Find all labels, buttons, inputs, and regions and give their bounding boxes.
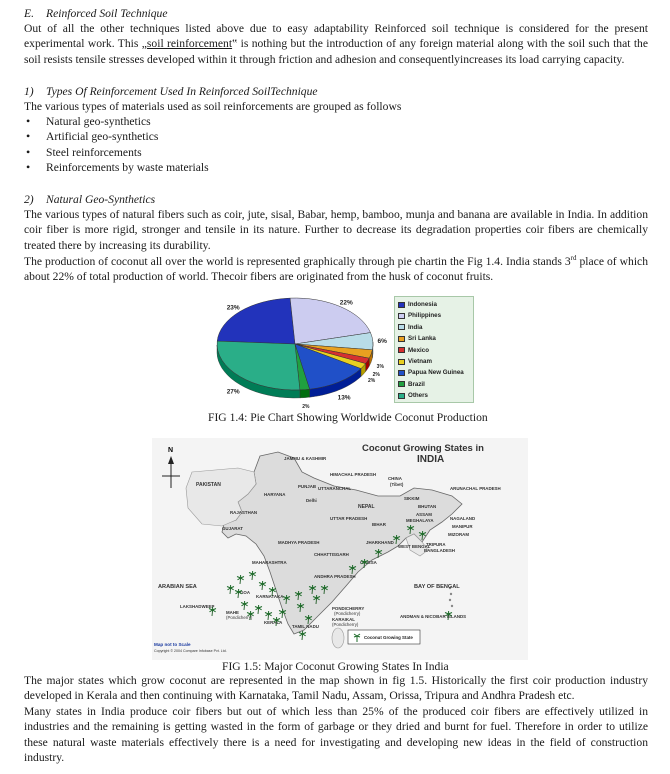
section-2-text-a: The production of coconut all over the world is represented graphically through pie chartin the Fig 1.4. India stands 3 [24,255,571,268]
section-1-intro: The various types of materials used as soil reinforcements are grouped as follows [24,100,402,113]
reinforcement-type-list [24,114,209,176]
closing-paragraph-1: The major states which grow coconut are represented in the map shown in fig 1.5. Historically the first coir production industry developed in Kerala and then continuing with Karnataka, Tamil Nadu, Assam, Orissa, Tripura and Andhra Pradesh etc. [24,674,648,703]
list-item: • Natural geo-synthetics [24,114,209,129]
label-pondicherry: PONDICHERRY [332,606,365,611]
legend-swatch [398,347,405,353]
north-label: N [168,447,174,454]
label-nepal: NEPAL [358,504,375,510]
label-bay-of-bengal: BAY OF BENGAL [414,584,460,590]
label-uttaranchal: UTTARANCHAL [318,486,352,491]
section-2-number: 2) [24,193,34,206]
label-manipur: MANIPUR [452,524,473,529]
pie-data-label: 3% [376,364,384,371]
section-e-text-a: Out of all the other techniques listed above due to easy adaptability Reinforced soil technique is considered for the present experimental work. This „ [24,22,648,51]
map-legend [348,630,420,644]
label-karaikal: KARAIKAL [332,617,355,622]
closing-paragraph-2: Many states in India produce coir fibers but out of which less than 25% of the produced coir fibers are effectively utilized in industries and the remaining is getting wasted in the form of garbage or they dried and burnt for fuel. Therefore in order to utilize these natural waste materials effectively there is a need for investigating and developing new ideas in the field of construction industry. [24,705,648,765]
label-tibet: (Tibet) [390,482,404,487]
label-ap: ANDHRA PRADESH [314,574,356,579]
fig-1-4-caption: FIG 1.4: Pie Chart Showing Worldwide Coconut Production [208,411,488,424]
legend-label: Vietnam [408,358,432,365]
legend-label: Papua New Guinea [408,369,464,377]
label-up: UTTAR PRADESH [330,516,368,521]
pie-data-label: 2% [372,372,380,378]
map-scale-note: Map not to Scale [154,642,191,647]
legend-swatch [398,359,405,365]
map-copyright: Copyright © 2004 Compare Infobase Pvt. Ltd. [154,649,227,653]
section-e-title: Reinforced Soil Technique [46,7,168,20]
label-china: CHINA [388,476,402,481]
legend-item [398,323,422,332]
section-2-paragraph-2 [24,254,648,285]
legend-swatch [398,393,405,399]
label-jharkhand: JHARKHAND [366,540,394,545]
section-1-title: Types Of Reinforcement Used In Reinforced SoilTechnique [46,85,318,98]
legend-item [398,357,432,366]
pie-chart-legend [394,296,474,403]
section-e-text-b: ‟ is nothing but the introduction of any foreign material along with the soil such that the soil resists tensile stresses developed within it through friction and adhesion and consequentlyincreases its load carrying capacity. [24,37,648,66]
label-orissa: ORISSA [360,560,377,565]
label-meghalaya: MEGHALAYA [406,518,434,523]
pie-data-label: 13% [337,394,351,402]
legend-item [398,380,425,389]
label-bihar: BIHAR [372,522,386,527]
legend-label: Brazil [408,380,425,388]
legend-swatch [398,336,405,342]
legend-item [398,300,437,309]
legend-item [398,391,428,400]
legend-label: Others [408,392,428,400]
legend-label: India [408,323,423,331]
pie-data-label: 6% [377,337,387,345]
label-chhattisgarh: CHHATTISGARH [314,552,349,557]
india-coconut-map [152,438,528,660]
legend-item [398,334,436,343]
legend-swatch [398,313,405,319]
section-e-paragraph [24,21,648,67]
pie-slice-others [217,341,300,390]
pie-data-label: 2% [302,404,310,411]
pie-data-label: 27% [226,388,240,396]
list-item: • Artificial geo-synthetics [24,129,209,144]
legend-label: Mexico [408,346,429,354]
label-gujarat: GUJARAT [222,526,243,531]
label-sikkim: SIKKIM [404,496,420,501]
pie-data-label: 22% [339,299,353,307]
label-arabian-sea: ARABIAN SEA [158,584,197,590]
ordinal-superscript: rd [570,254,577,263]
legend-label: Sri Lanka [408,335,436,343]
label-kerala: KERALA [264,620,283,625]
legend-label: Indonesia [408,301,437,308]
label-haryana: HARYANA [264,492,286,497]
soil-reinforcement-term: soil reinforcement [146,37,233,51]
label-karnataka: KARNATAKA [256,594,284,599]
label-nagaland: NAGALAND [450,516,476,521]
label-punjab: PUNJAB [298,484,317,489]
legend-swatch [398,381,405,387]
label-arunachal: ARUNACHAL PRADESH [450,486,501,491]
label-goa: GOA [240,590,251,595]
label-tripura: TRIPURA [426,542,446,547]
section-e-letter: E. [24,7,34,20]
pie-slice-side [300,389,310,398]
label-mahe: MAHE [226,610,239,615]
label-karaikal-sub: (Pondicherry) [332,622,359,627]
sri-lanka-region [332,628,344,648]
section-e-heading [24,6,168,21]
section-2-paragraph-1: The various types of natural fibers such as coir, jute, sisal, Babar, hemp, bamboo, munja and banana are available in India. In addition coir fiber is more rigid, stronger and tensile in its nature. Further to decrease its degradation properties coir fibers are chemically treated there by increasing its durability. [24,208,648,252]
section-2-text-b: place of which about 22% of total production of world. Thecoir fibers are originated from the husk of coconut fruits. [24,255,648,284]
legend-item [398,346,429,355]
label-mahe-sub: (Pondicherry) [226,615,253,620]
legend-label: Philippines [408,312,442,320]
label-rajasthan: RAJASTHAN [230,510,258,515]
label-assam: ASSAM [416,512,432,517]
fig-1-5-caption: FIG 1.5: Major Coconut Growing States In India [222,660,449,673]
label-delhi: Delhi [306,498,317,503]
legend-swatch [398,324,405,330]
label-mp: MADHYA PRADESH [278,540,320,545]
legend-item [398,311,441,320]
section-2-heading [24,192,155,207]
map-legend-label: Coconut Growing State [364,635,413,640]
label-bhutan: BHUTAN [418,504,437,509]
legend-swatch [398,370,405,376]
pie-data-label: 2% [367,377,376,384]
label-pondicherry-sub: (Pondicherry) [334,611,361,616]
section-2-title: Natural Geo-Synthetics [46,193,156,206]
label-hp: HIMACHAL PRADESH [330,472,377,477]
label-wb: WEST BENGAL [398,544,431,549]
legend-item [398,368,464,377]
list-item: • Reinforcements by waste materials [24,160,209,175]
label-mizoram: MIZORAM [448,532,469,537]
label-pakistan: PAKISTAN [196,482,221,488]
legend-swatch [398,302,405,308]
label-jk: JAMMU & KASHMIR [284,456,327,461]
label-andaman: ANDMAN & NICOBAR ISLANDS [400,614,467,619]
map-title-line1: Coconut Growing States in [362,443,484,454]
section-1-heading [24,84,318,99]
label-maharashtra: MAHARASHTRA [252,560,287,565]
map-title-line2: INDIA [417,454,445,465]
coconut-production-pie-chart [200,288,400,412]
label-bangladesh: BANGLADESH [424,548,455,553]
section-1-number: 1) [24,85,34,98]
label-lakshadweep: LAKSHADWEEP [180,604,215,609]
pie-data-label: 23% [226,304,240,312]
list-item: • Steel reinforcements [24,145,209,160]
label-tn: TAMIL NADU [292,624,319,629]
